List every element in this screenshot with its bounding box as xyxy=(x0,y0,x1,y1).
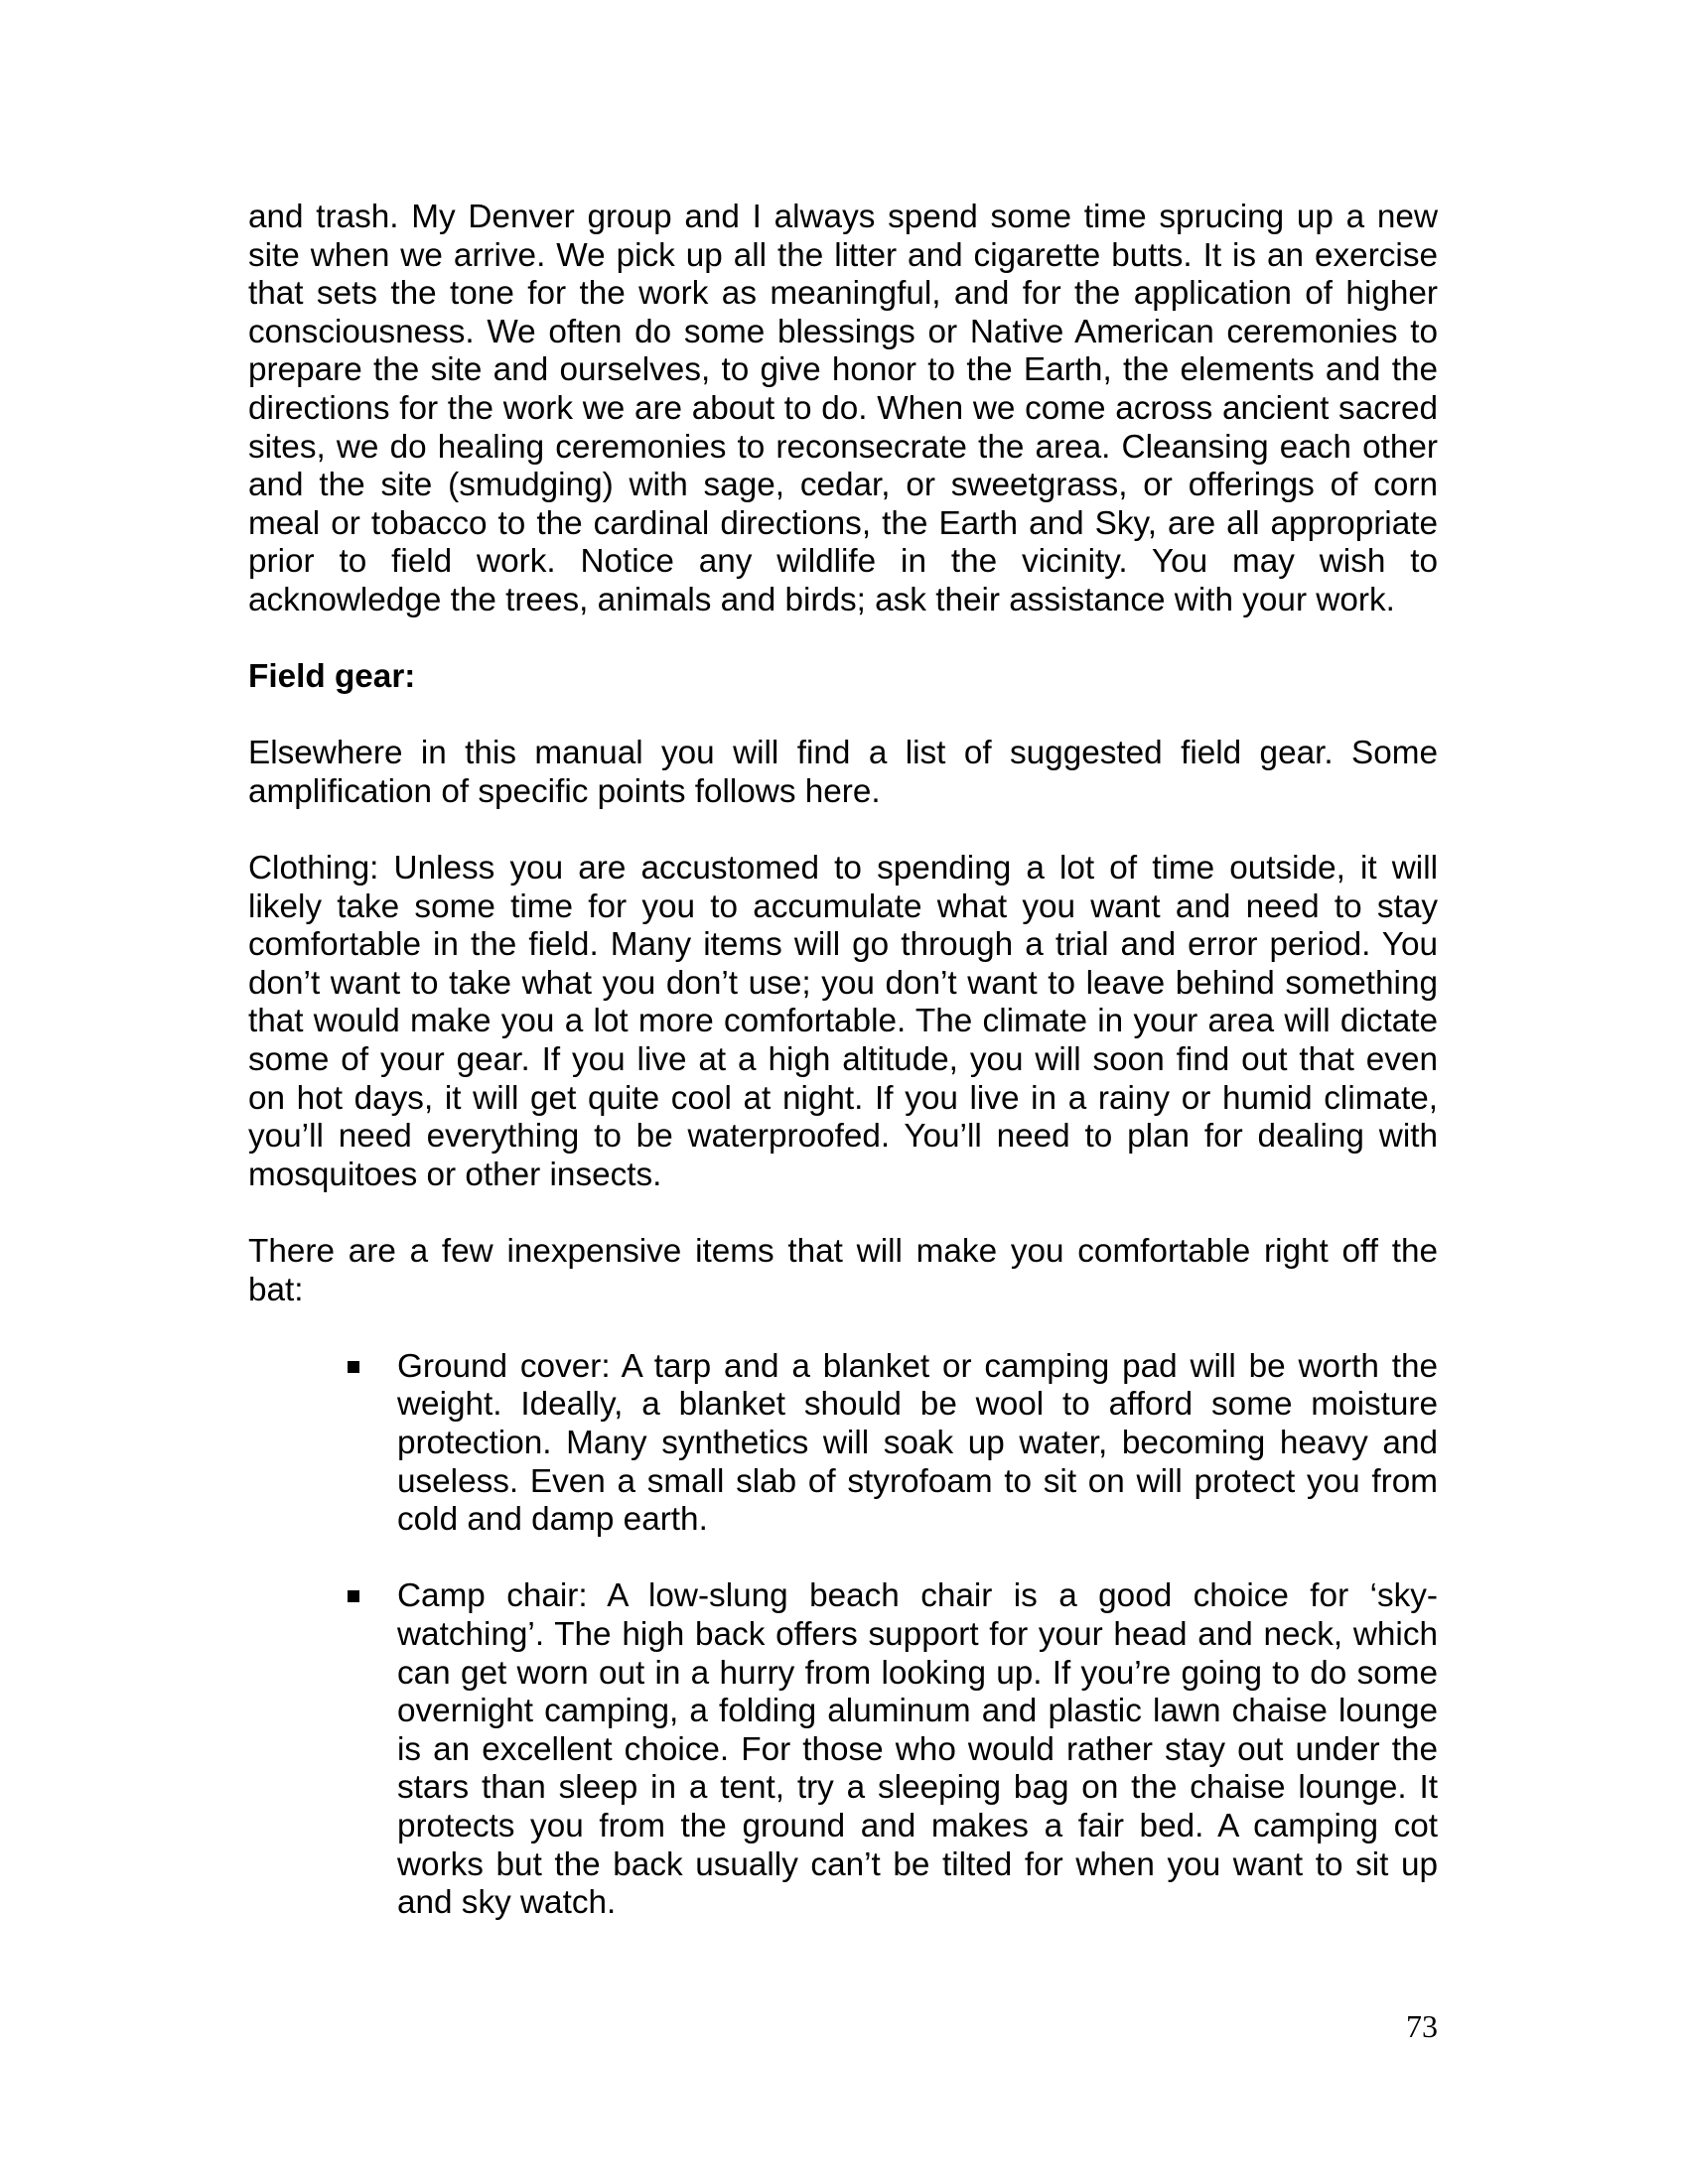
page-body xyxy=(248,199,1438,1961)
list-item-ground-cover xyxy=(248,1348,1438,1540)
list-item-camp-chair xyxy=(248,1577,1438,1922)
list-item-text: Camp chair: A low-slung beach chair is a good choice for ‘sky-watching’. The high back offers support for your head and neck, which can get worn out in a hurry from looking up. If you’re going to do some overnight camping, a folding aluminum and plastic lawn chaise lounge is an excellent choice. For those who would rather stay out under the stars than sleep in a tent, try a sleeping bag on the chaise lounge. It protects you from the ground and makes a fair bed. A camping cot works but the back usually can’t be tilted for when you want to sit up and sky watch. xyxy=(397,1577,1438,1922)
paragraph-items-intro: There are a few inexpensive items that will make you comfortable right off the bat: xyxy=(248,1233,1438,1308)
list-item-text: Ground cover: A tarp and a blanket or camping pad will be worth the weight. Ideally, a blanket should be wool to afford some moisture protection. Many synthetics will soak up water, becoming heavy and useless. Even a small slab of styrofoam to sit on will protect you from cold and damp earth. xyxy=(397,1347,1438,1539)
bullet-square-icon xyxy=(348,1361,359,1373)
paragraph-clothing: Clothing: Unless you are accustomed to spending a lot of time outside, it will likely take some time for you to accumulate what you want and need to stay comfortable in the field. Many items will go through a trial and error period. You don’t want to take what you don’t use; you don’t want to leave behind something that would make you a lot more comfortable. The climate in your area will dictate some of your gear. If you live at a high altitude, you will soon find out that even on hot days, it will get quite cool at night. If you live in a rainy or humid climate, you’ll need everything to be waterproofed. You’ll need to plan for dealing with mosquitoes or other insects. xyxy=(248,850,1438,1193)
paragraph-site-preparation: and trash. My Denver group and I always spend some time sprucing up a new site when we arrive. We pick up all the litter and cigarette butts. It is an exercise that sets the tone for the work as meaningful, and for the application of higher consciousness. We often do some blessings or Native American ceremonies to prepare the site and ourselves, to give honor to the Earth, the elements and the directions for the work we are about to do. When we come across ancient sacred sites, we do healing ceremonies to reconsecrate the area. Cleansing each other and the site (smudging) with sage, cedar, or sweetgrass, or offerings of corn meal or tobacco to the cardinal directions, the Earth and Sky, are all appropriate prior to field work. Notice any wildlife in the vicinity. You may wish to acknowledge the trees, animals and birds; ask their assistance with your work. xyxy=(248,199,1438,618)
bullet-square-icon xyxy=(348,1590,359,1602)
section-heading-field-gear: Field gear: xyxy=(248,658,416,696)
field-gear-list xyxy=(248,1348,1438,1923)
paragraph-elsewhere: Elsewhere in this manual you will find a list of suggested field gear. Some amplification of specific points follows here. xyxy=(248,735,1438,810)
page-number: 73 xyxy=(1406,2008,1438,2044)
